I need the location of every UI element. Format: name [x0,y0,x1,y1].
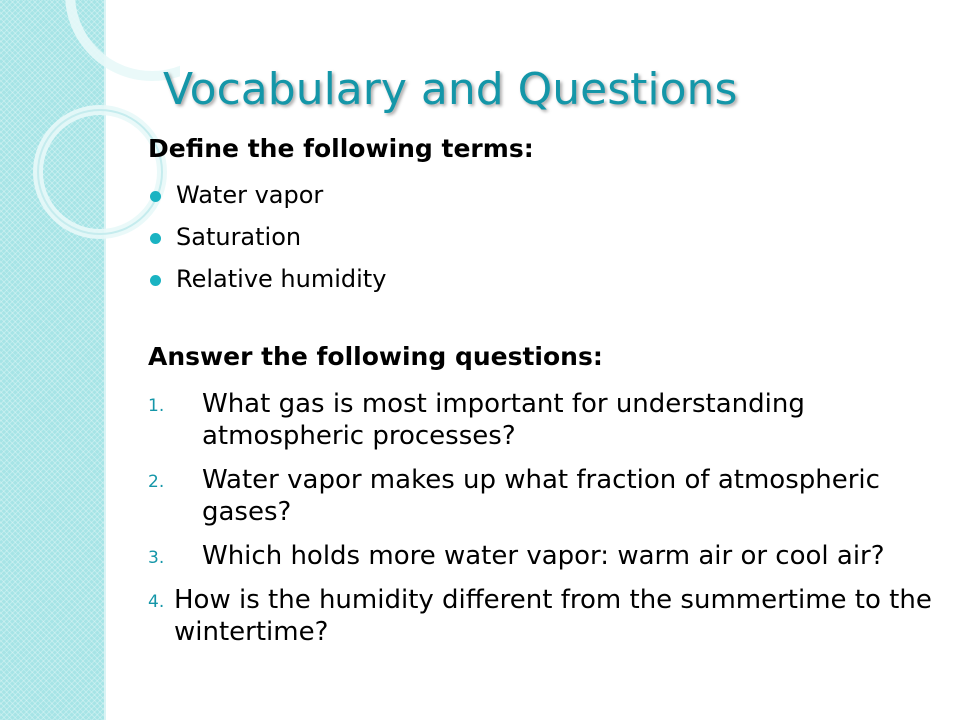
term-label: Water vapor [176,181,324,209]
question-text: Water vapor makes up what fraction of atmospheric gases? [202,465,880,527]
term-label: Relative humidity [176,265,387,293]
bullet-icon [150,275,161,286]
decorative-circles [0,0,180,260]
slide-title: Vocabulary and Questions [163,64,738,115]
question-number: 3. [148,548,165,568]
question-text: Which holds more water vapor: warm air or cool air? [202,541,885,571]
question-number: 1. [148,396,165,416]
question-item [148,540,948,572]
questions-heading: Answer the following questions: [148,342,603,371]
bullet-icon [150,233,161,244]
define-terms-heading: Define the following terms: [148,134,534,163]
question-item [148,388,948,452]
question-text: How is the humidity different from the summertime to the wintertime? [174,585,932,647]
questions-list [148,388,948,648]
term-label: Saturation [176,223,302,251]
bullet-icon [150,191,161,202]
question-number: 2. [148,472,165,492]
question-text: What gas is most important for understanding atmospheric processes? [202,389,805,451]
question-number: 4. [148,592,165,612]
question-item [148,584,948,648]
question-item [148,464,948,528]
